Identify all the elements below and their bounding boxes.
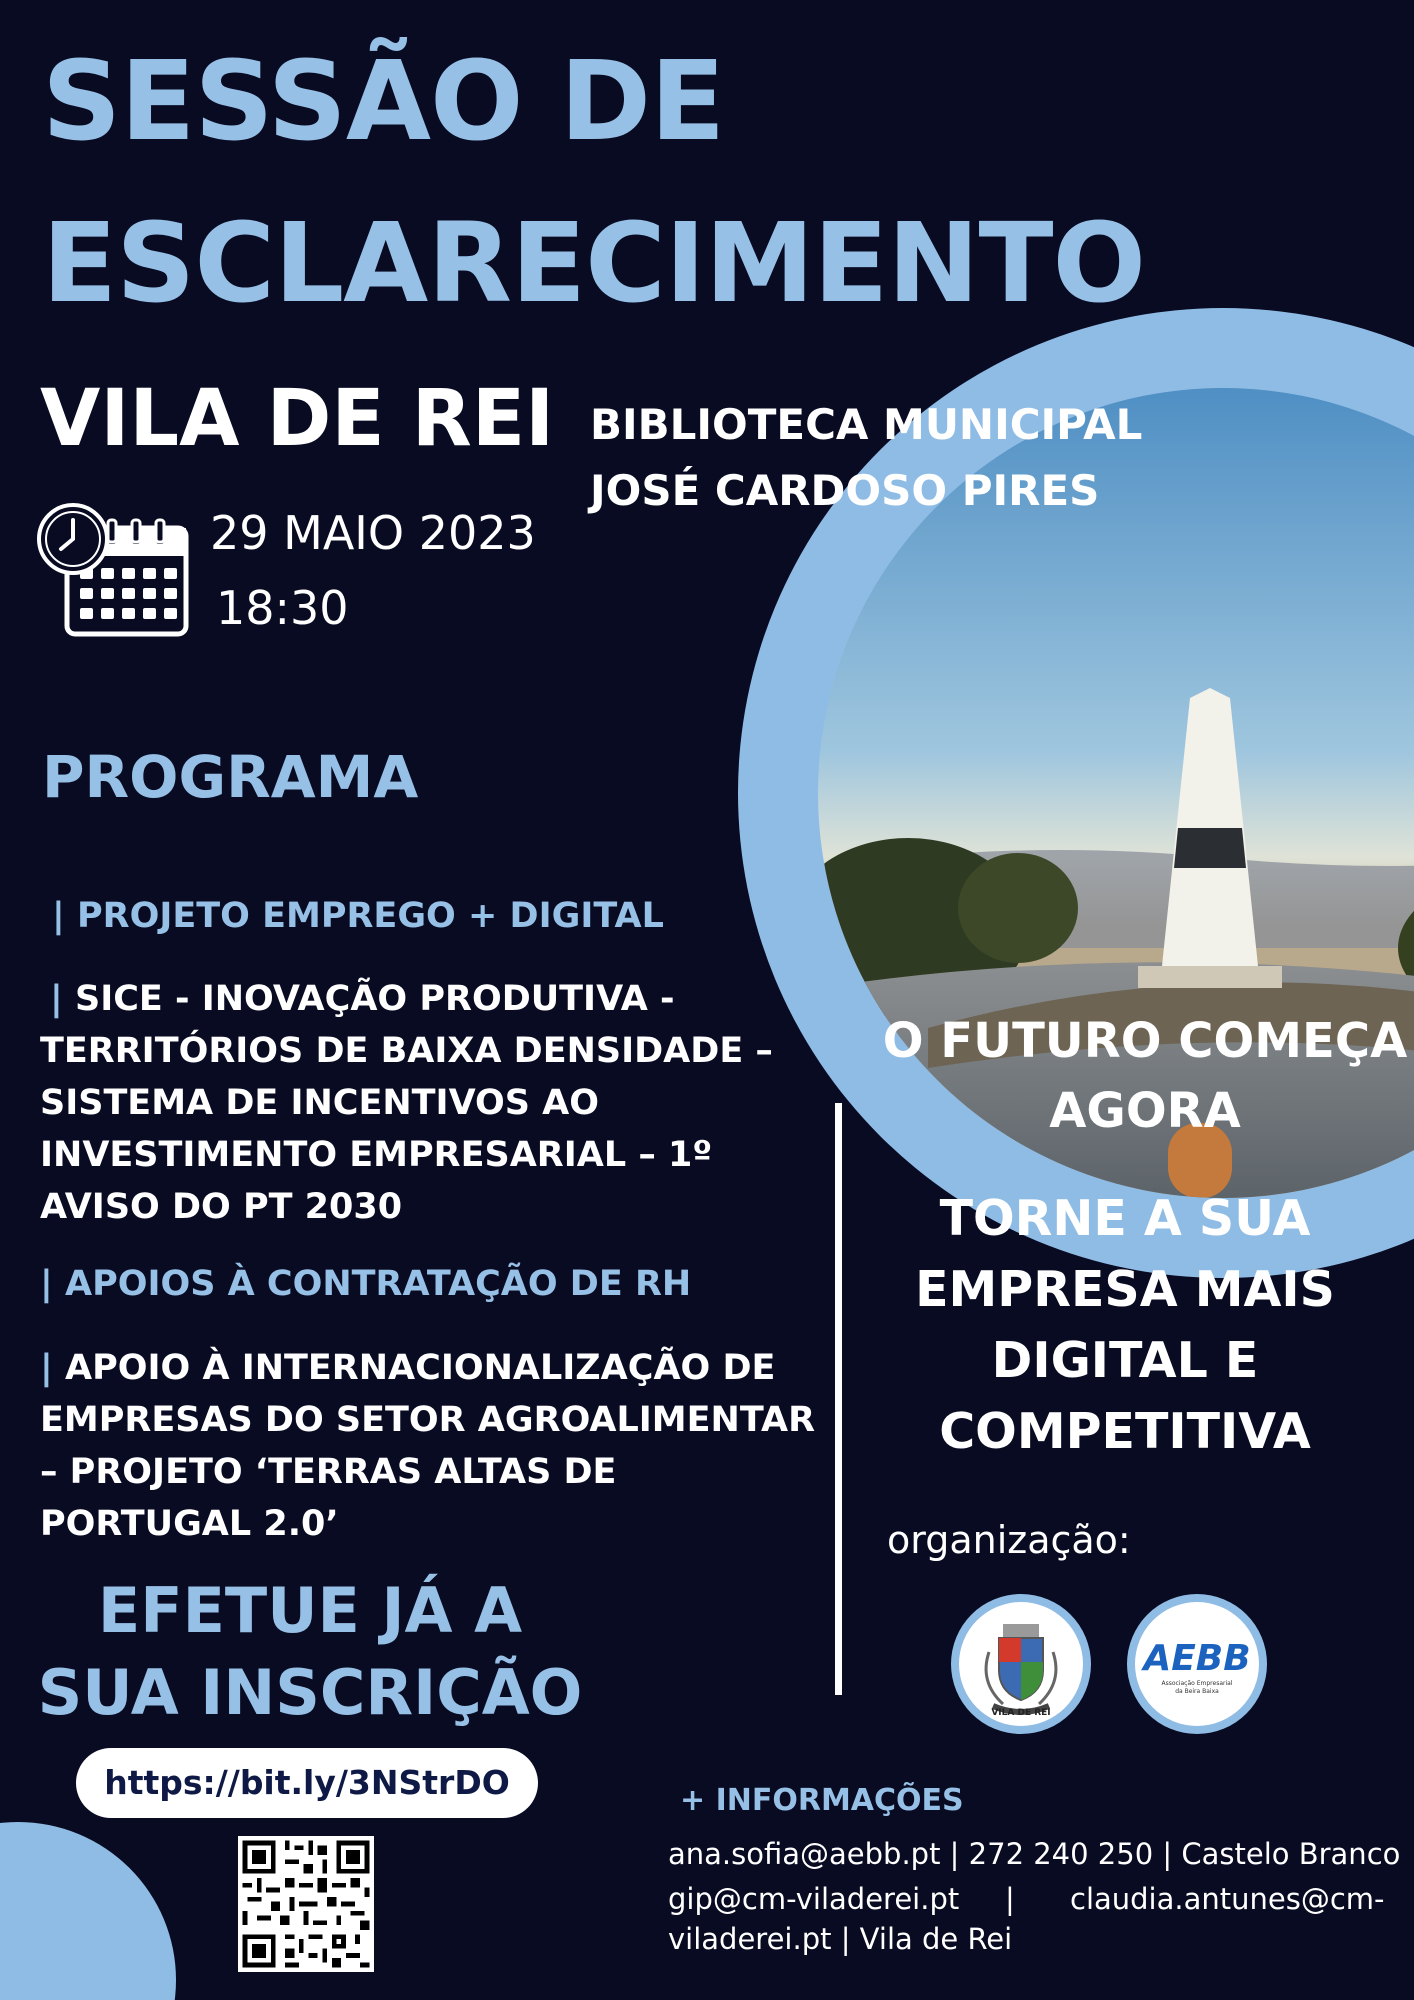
contact-line-2c: claudia.antunes@cm- xyxy=(1070,1882,1385,1916)
contact-line-2a: gip@cm-viladerei.pt xyxy=(668,1882,960,1916)
slogan-future: O FUTURO COMEÇA AGORA xyxy=(882,1013,1408,1139)
aebb-mark: AEBB xyxy=(1143,1638,1251,1679)
venue xyxy=(590,392,1142,524)
item-text: APOIO À INTERNACIONALIZAÇÃO DE EMPRESAS DO SETOR AGROALIMENTAR – PROJETO ‘TERRAS ALTAS DE PORTUGAL 2.0’ xyxy=(40,1348,816,1544)
item-text: PROJETO EMPREGO + DIGITAL xyxy=(76,896,664,936)
programa-item-4 xyxy=(40,1342,820,1550)
town-name: VILA DE REI xyxy=(40,374,555,464)
item-bar: | xyxy=(52,896,65,936)
calendar-clock-icon xyxy=(36,502,192,642)
slogan-digital: TORNE A SUA EMPRESA MAIS DIGITAL E COMPETITIVA xyxy=(915,1190,1335,1460)
programa-heading: PROGRAMA xyxy=(42,743,419,811)
programa-item-1 xyxy=(52,890,832,942)
cta-heading: EFETUE JÁ A SUA INSCRIÇÃO xyxy=(37,1574,583,1729)
programa-item-3 xyxy=(40,1258,820,1310)
contact-line-1: ana.sofia@aebb.pt | 272 240 250 | Castelo Branco xyxy=(668,1837,1401,1871)
event-date: 29 MAIO 2023 xyxy=(210,506,536,560)
aebb-subtext: Associação Empresarial da Beira Baixa xyxy=(1161,1680,1233,1695)
contact-line-3: viladerei.pt | Vila de Rei xyxy=(668,1922,1013,1956)
event-time: 18:30 xyxy=(216,581,349,635)
corner-decoration xyxy=(0,1822,176,2000)
vila-de-rei-crest-logo xyxy=(951,1594,1091,1734)
aebb-logo xyxy=(1127,1594,1267,1734)
registration-link[interactable]: https://bit.ly/3NStrDO xyxy=(76,1748,538,1818)
title-line-1: SESSÃO DE xyxy=(42,37,725,165)
organizacao-label: organização: xyxy=(887,1518,1131,1562)
item-bar: | xyxy=(40,1264,53,1304)
qr-code[interactable] xyxy=(238,1836,374,1972)
title-line-2: ESCLARECIMENTO xyxy=(42,199,1146,327)
programa-item-2 xyxy=(40,973,820,1233)
item-bar: | xyxy=(40,1348,53,1388)
item-bar: | xyxy=(50,979,63,1019)
item-text: APOIOS À CONTRATAÇÃO DE RH xyxy=(64,1264,692,1304)
vertical-divider xyxy=(835,1103,842,1695)
venue-line-2: JOSÉ CARDOSO PIRES xyxy=(590,466,1100,515)
contact-line-2b: | xyxy=(1005,1882,1015,1916)
info-heading: + INFORMAÇÕES xyxy=(680,1783,964,1818)
venue-line-1: BIBLIOTECA MUNICIPAL xyxy=(590,400,1143,449)
item-text: SICE - INOVAÇÃO PRODUTIVA - TERRITÓRIOS DE BAIXA DENSIDADE – SISTEMA DE INCENTIVOS AO INVESTIMENTO EMPRESARIAL – 1º AVISO DO PT 2030 xyxy=(40,979,773,1227)
crest-text: VILA DE REI xyxy=(991,1708,1051,1718)
